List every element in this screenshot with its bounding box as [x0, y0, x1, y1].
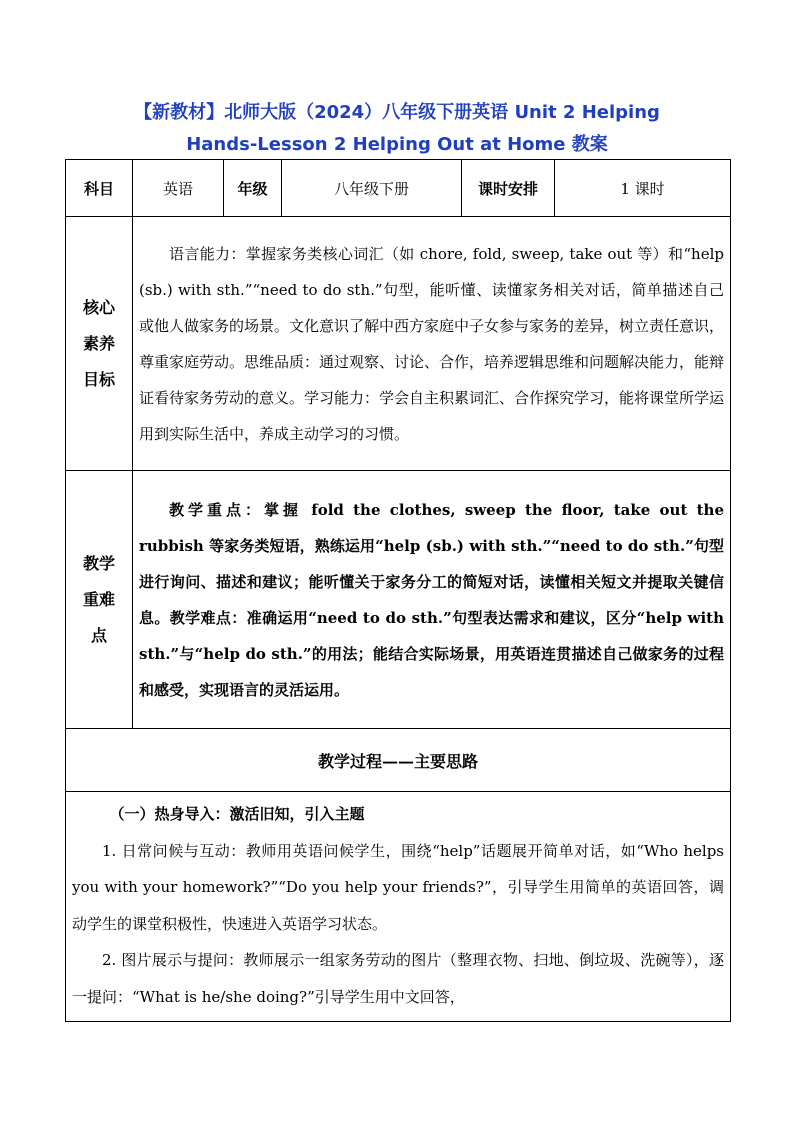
- subject-value: 英语: [133, 160, 224, 217]
- document-title-line-2: Hands-Lesson 2 Helping Out at Home 教案: [186, 134, 608, 155]
- hours-label: 课时安排: [462, 160, 555, 217]
- key-points-text: 教学重点：掌握 fold the clothes, sweep the floor, take out the rubbish 等家务类短语，熟练运用“help (sb.) with sth.”“need to do sth.”句型进行询问、描述和建议；能听懂关于家务分工的简短对话，读懂相关短文并提取关键信息。教学难点：准确运用“need to do sth.”句型表达需求和建议，区分“help with sth.”与“help do sth.”的用法；能结合实际场景，用英语连贯描述自己做家务的过程和感受，实现语言的灵活运用。: [133, 471, 731, 729]
- objectives-text: 语言能力：掌握家务类核心词汇（如 chore, fold, sweep, take out 等）和“help (sb.) with sth.”“need to do sth.”句型，能听懂、读懂家务相关对话，简单描述自己或他人做家务的场景。文化意识了解中西方家庭中子女参与家务的差异，树立责任意识，尊重家庭劳动。思维品质：通过观察、讨论、合作，培养逻辑思维和问题解决能力，能辩证看待家务劳动的意义。学习能力：学会自主积累词汇、合作探究学习，能将课堂所学运用到实际生活中，养成主动学习的习惯。: [133, 217, 731, 471]
- process-body-row: [66, 792, 731, 1022]
- key-points-label: 教学重难点: [66, 471, 133, 729]
- grade-value: 八年级下册: [282, 160, 462, 217]
- header-row: [66, 160, 731, 217]
- process-heading-row: [66, 729, 731, 792]
- process-heading: 教学过程——主要思路: [66, 729, 731, 792]
- key-points-row: [66, 471, 731, 729]
- lesson-plan-table: [65, 159, 731, 1022]
- process-item-1: 1. 日常问候与互动：教师用英语问候学生，围绕“help”话题展开简单对话，如“Who helps you with your homework?”“Do you help your friends?”，引导学生用简单的英语回答，调动学生的课堂积极性，快速进入英语学习状态。: [72, 841, 724, 933]
- section-1-title: （一）热身导入：激活旧知，引入主题: [109, 805, 365, 823]
- objectives-label: 核心素养目标: [66, 217, 133, 471]
- subject-label: 科目: [66, 160, 133, 217]
- grade-label: 年级: [224, 160, 282, 217]
- process-item-2: 2. 图片展示与提问：教师展示一组家务劳动的图片（整理衣物、扫地、倒垃圾、洗碗等），逐一提问：“What is he/she doing?”引导学生用中文回答，: [72, 951, 724, 1006]
- process-body: [66, 792, 731, 1022]
- objectives-row: [66, 217, 731, 471]
- hours-value: 1 课时: [555, 160, 731, 217]
- document-title-line-1: 【新教材】北师大版（2024）八年级下册英语 Unit 2 Helping: [134, 102, 660, 123]
